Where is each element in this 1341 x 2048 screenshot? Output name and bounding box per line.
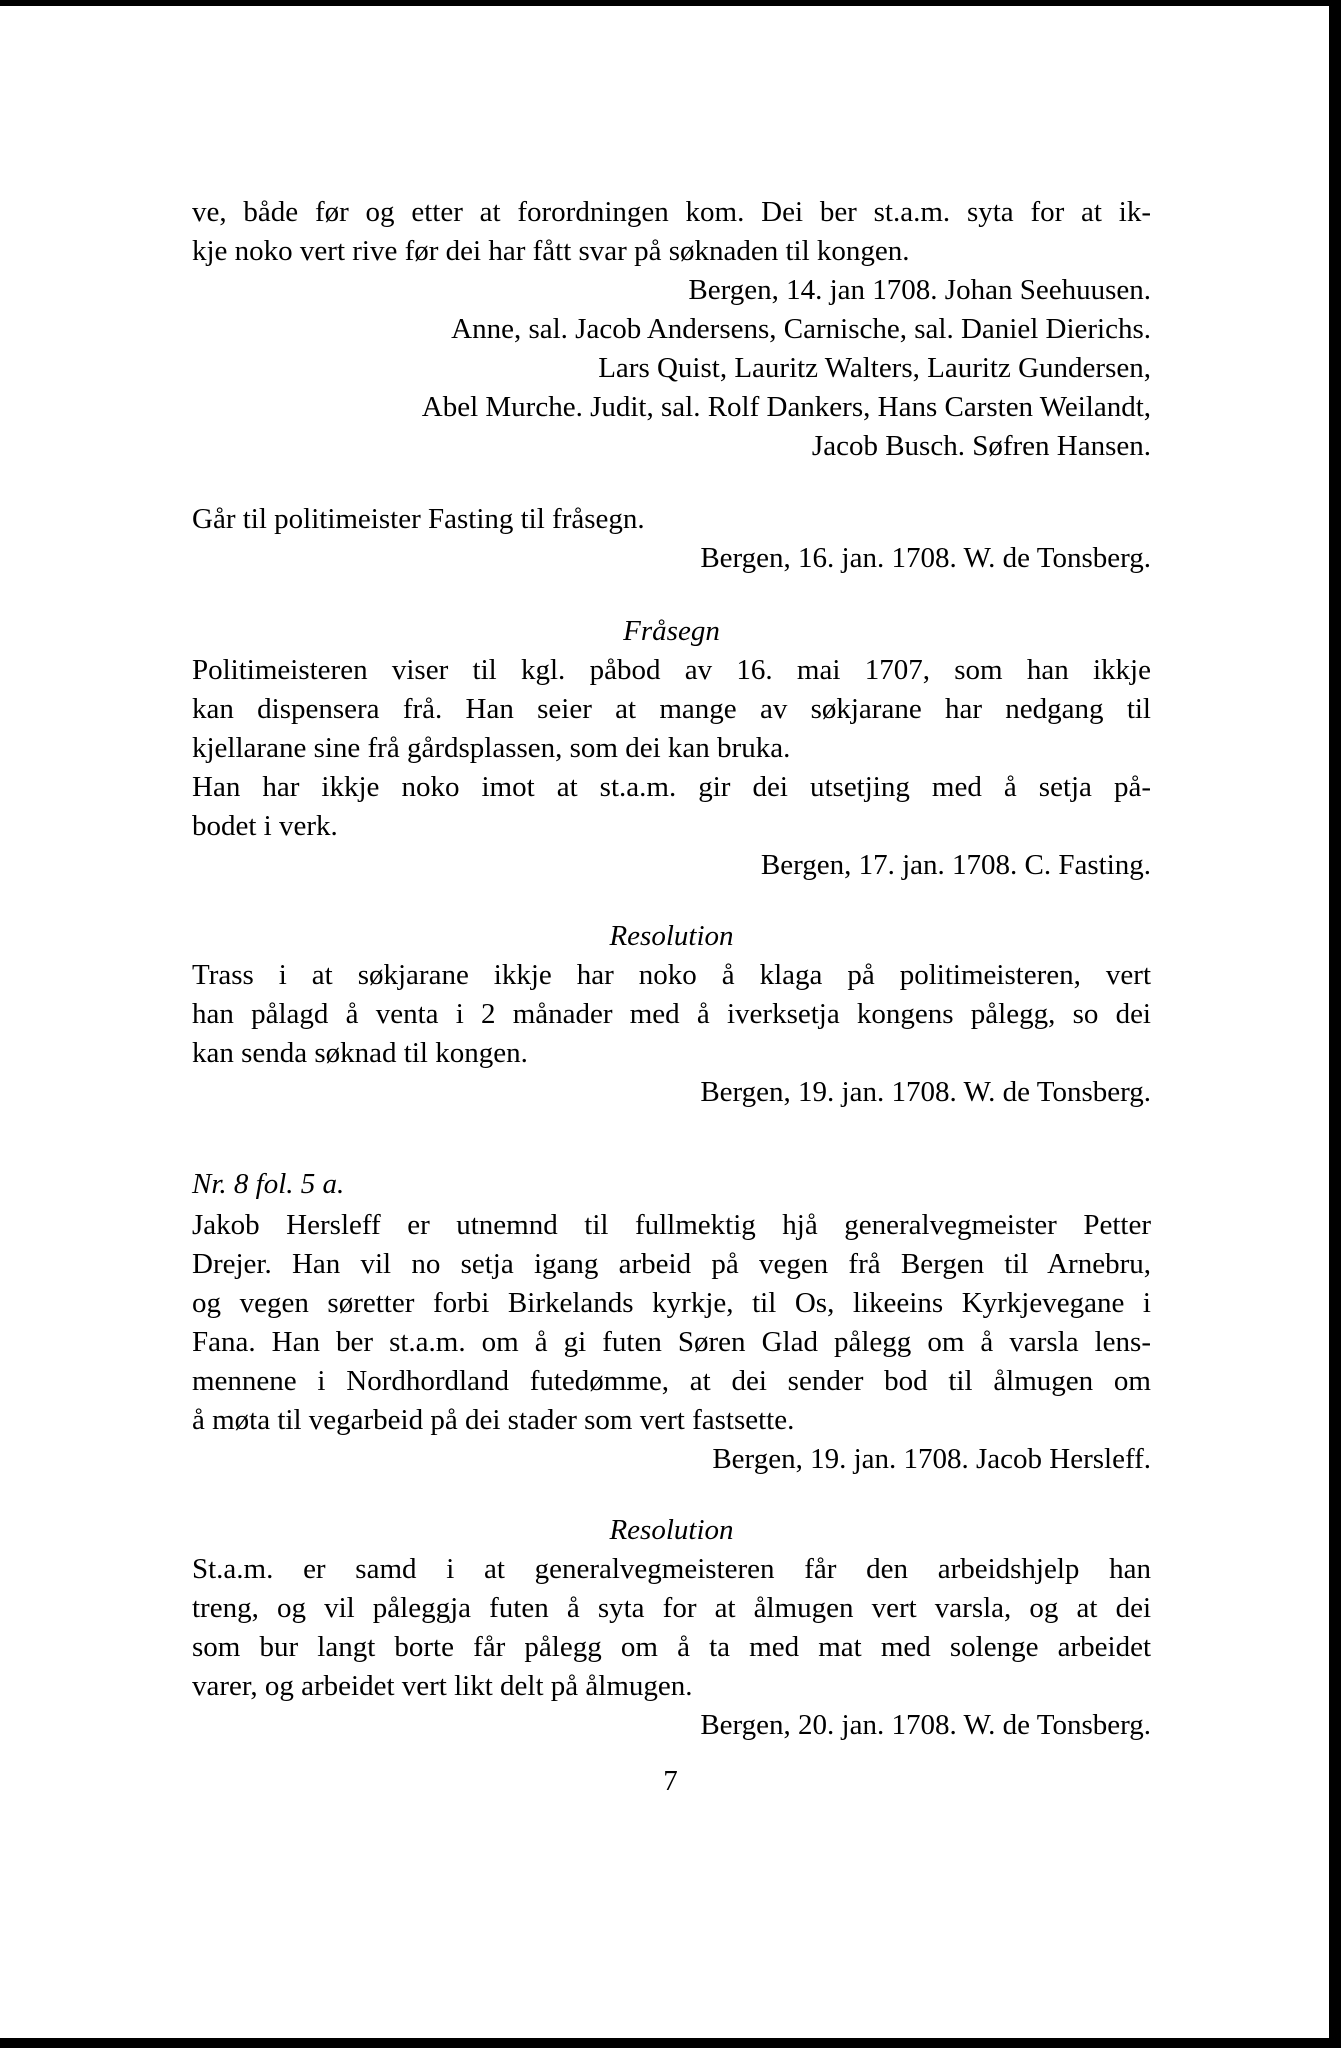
body-line: som bur langt borte får pålegg om å ta med mat med solenge arbeidet — [192, 1631, 1151, 1663]
body-line: Politimeisteren viser til kgl. påbod av 16. mai 1707, som han ikkje — [192, 654, 1151, 686]
signer-line: Jacob Busch. Søfren Hansen. — [811, 430, 1151, 462]
body-line: Han har ikkje noko imot at st.a.m. gir dei utsetjing med å setja på- — [192, 771, 1151, 803]
scan-border-top — [0, 0, 1341, 6]
section-heading: Resolution — [609, 920, 734, 952]
body-line: Jakob Hersleff er utnemnd til fullmektig hjå generalvegmeister Petter — [192, 1209, 1151, 1241]
date-signature: Bergen, 16. jan. 1708. W. de Tonsberg. — [700, 542, 1151, 574]
body-line: varer, og arbeidet vert likt delt på ålmugen. — [192, 1670, 693, 1702]
body-line: Trass i at søkjarane ikkje har noko å klaga på politimeisteren, vert — [192, 959, 1151, 991]
scan-border-bottom — [0, 2038, 1341, 2048]
body-line: han pålagd å venta i 2 månader med å iverksetja kongens pålegg, so dei — [192, 998, 1151, 1030]
body-line: å møta til vegarbeid på dei stader som vert fastsette. — [192, 1404, 795, 1436]
signer-line: Abel Murche. Judit, sal. Rolf Dankers, Hans Carsten Weilandt, — [421, 391, 1151, 423]
body-line: bodet i verk. — [192, 810, 338, 842]
body-line: ve, både før og etter at forordningen kom. Dei ber st.a.m. syta for at ik- — [192, 196, 1151, 228]
date-signature: Bergen, 20. jan. 1708. W. de Tonsberg. — [700, 1709, 1151, 1741]
body-line: kjellarane sine frå gårdsplassen, som dei kan bruka. — [192, 732, 791, 764]
body-line: Går til politimeister Fasting til fråsegn. — [192, 503, 645, 535]
date-signature: Bergen, 14. jan 1708. Johan Seehuusen. — [688, 274, 1151, 306]
section-heading: Resolution — [609, 1514, 734, 1546]
body-line: kje noko vert rive før dei har fått svar på søknaden til kongen. — [192, 235, 910, 267]
section-heading: Fråsegn — [623, 615, 720, 647]
scan-border-right — [1329, 0, 1341, 2048]
date-signature: Bergen, 17. jan. 1708. C. Fasting. — [760, 849, 1151, 881]
body-line: treng, og vil påleggja futen å syta for at ålmugen vert varsla, og at dei — [192, 1592, 1151, 1624]
body-line: kan dispensera frå. Han seier at mange av søkjarane har nedgang til — [192, 693, 1151, 725]
body-line: og vegen søretter forbi Birkelands kyrkje, til Os, likeeins Kyrkjevegane i — [192, 1287, 1151, 1319]
signer-line: Anne, sal. Jacob Andersens, Carnische, sal. Daniel Dierichs. — [451, 313, 1151, 345]
body-line: mennene i Nordhordland futedømme, at dei sender bod til ålmugen om — [192, 1365, 1151, 1397]
date-signature: Bergen, 19. jan. 1708. W. de Tonsberg. — [700, 1076, 1151, 1108]
page-number: 7 — [663, 1765, 678, 1797]
body-line: Drejer. Han vil no setja igang arbeid på vegen frå Bergen til Arnebru, — [192, 1248, 1151, 1280]
date-signature: Bergen, 19. jan. 1708. Jacob Hersleff. — [712, 1443, 1151, 1475]
body-line: Fana. Han ber st.a.m. om å gi futen Søren Glad pålegg om å varsla lens- — [192, 1326, 1151, 1358]
entry-reference: Nr. 8 fol. 5 a. — [192, 1168, 345, 1200]
body-line: St.a.m. er samd i at generalvegmeisteren får den arbeidshjelp han — [192, 1553, 1151, 1585]
body-line: kan senda søknad til kongen. — [192, 1037, 528, 1069]
signer-line: Lars Quist, Lauritz Walters, Lauritz Gundersen, — [598, 352, 1151, 384]
